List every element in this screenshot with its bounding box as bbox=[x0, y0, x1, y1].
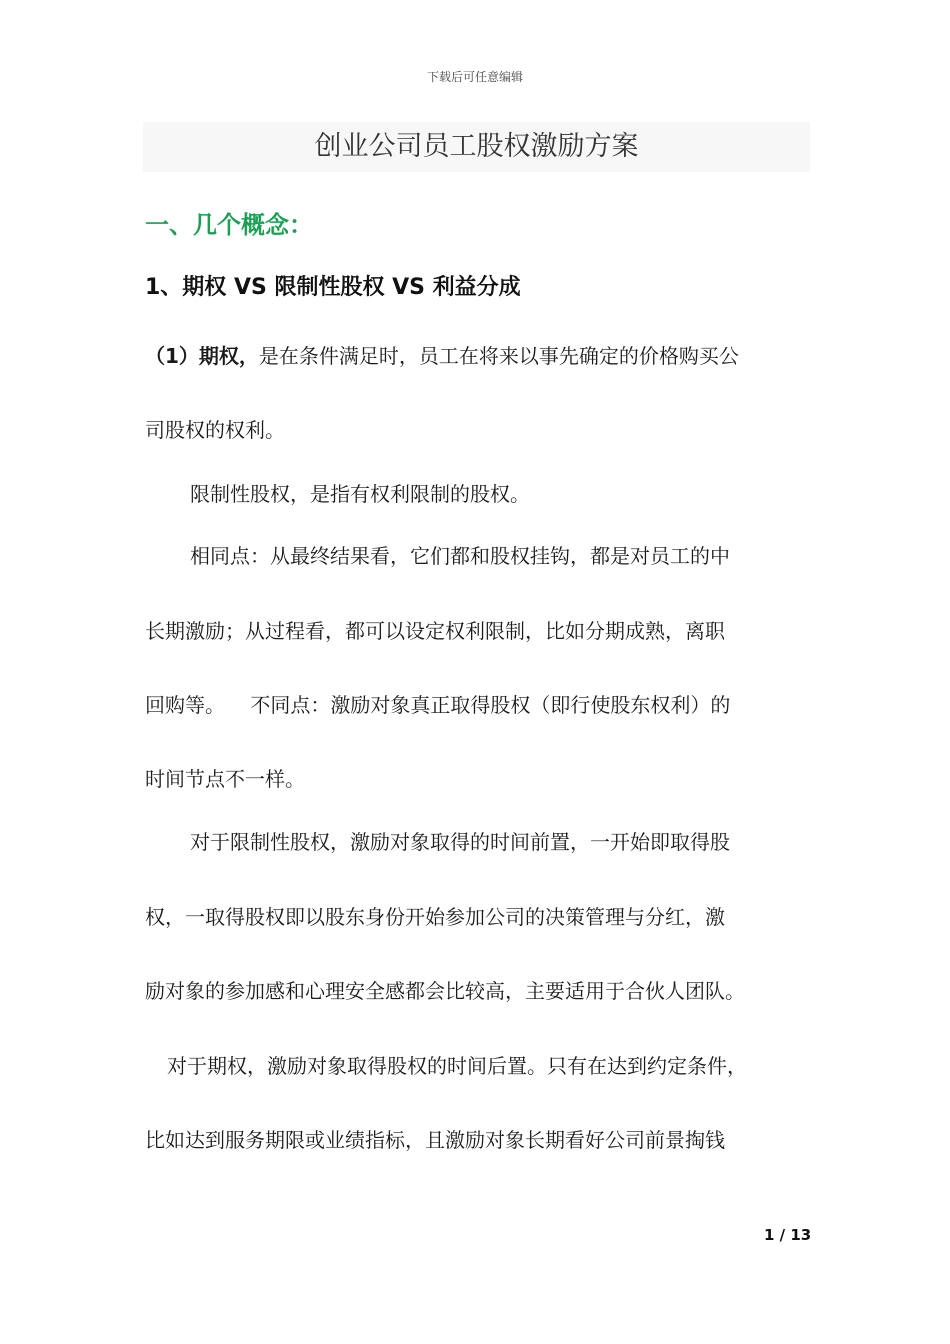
paragraph-3-line-2: 长期激励；从过程看，都可以设定权利限制，比如分期成熟，离职 bbox=[145, 619, 725, 643]
header-note: 下载后可任意编辑 bbox=[426, 70, 523, 84]
section-heading: 一、几个概念： bbox=[145, 211, 313, 239]
sub-heading: 1、期权 VS 限制性股权 VS 利益分成 bbox=[145, 275, 521, 300]
paragraph-3-line-3: 回购等。 不同点：激励对象真正取得股权（即行使股东权利）的 bbox=[145, 693, 731, 717]
page-number: 1 / 13 bbox=[764, 1226, 812, 1244]
paragraph-1-line-1 bbox=[145, 340, 739, 369]
paragraph-3-line-4: 时间节点不一样。 bbox=[145, 767, 305, 791]
paragraph-1-bold-lead: （1）期权， bbox=[145, 344, 259, 368]
paragraph-2: 限制性股权，是指有权利限制的股权。 bbox=[190, 482, 530, 506]
paragraph-4-line-3: 励对象的参加感和心理安全感都会比较高，主要适用于合伙人团队。 bbox=[145, 979, 745, 1003]
paragraph-3-line-1: 相同点：从最终结果看，它们都和股权挂钩，都是对员工的中 bbox=[190, 544, 730, 568]
paragraph-4-line-1: 对于限制性股权，激励对象取得的时间前置，一开始即取得股 bbox=[190, 830, 730, 854]
document-title: 创业公司员工股权激励方案 bbox=[143, 122, 810, 172]
paragraph-4-line-2: 权，一取得股权即以股东身份开始参加公司的决策管理与分红，激 bbox=[145, 905, 725, 929]
paragraph-1-line-2: 司股权的权利。 bbox=[145, 418, 285, 442]
paragraph-5-line-1: 对于期权，激励对象取得股权的时间后置。只有在达到约定条件， bbox=[167, 1054, 747, 1078]
paragraph-1-line-1-text: 是在条件满足时，员工在将来以事先确定的价格购买公 bbox=[258, 344, 739, 368]
paragraph-5-line-2: 比如达到服务期限或业绩指标，且激励对象长期看好公司前景掏钱 bbox=[145, 1128, 725, 1152]
